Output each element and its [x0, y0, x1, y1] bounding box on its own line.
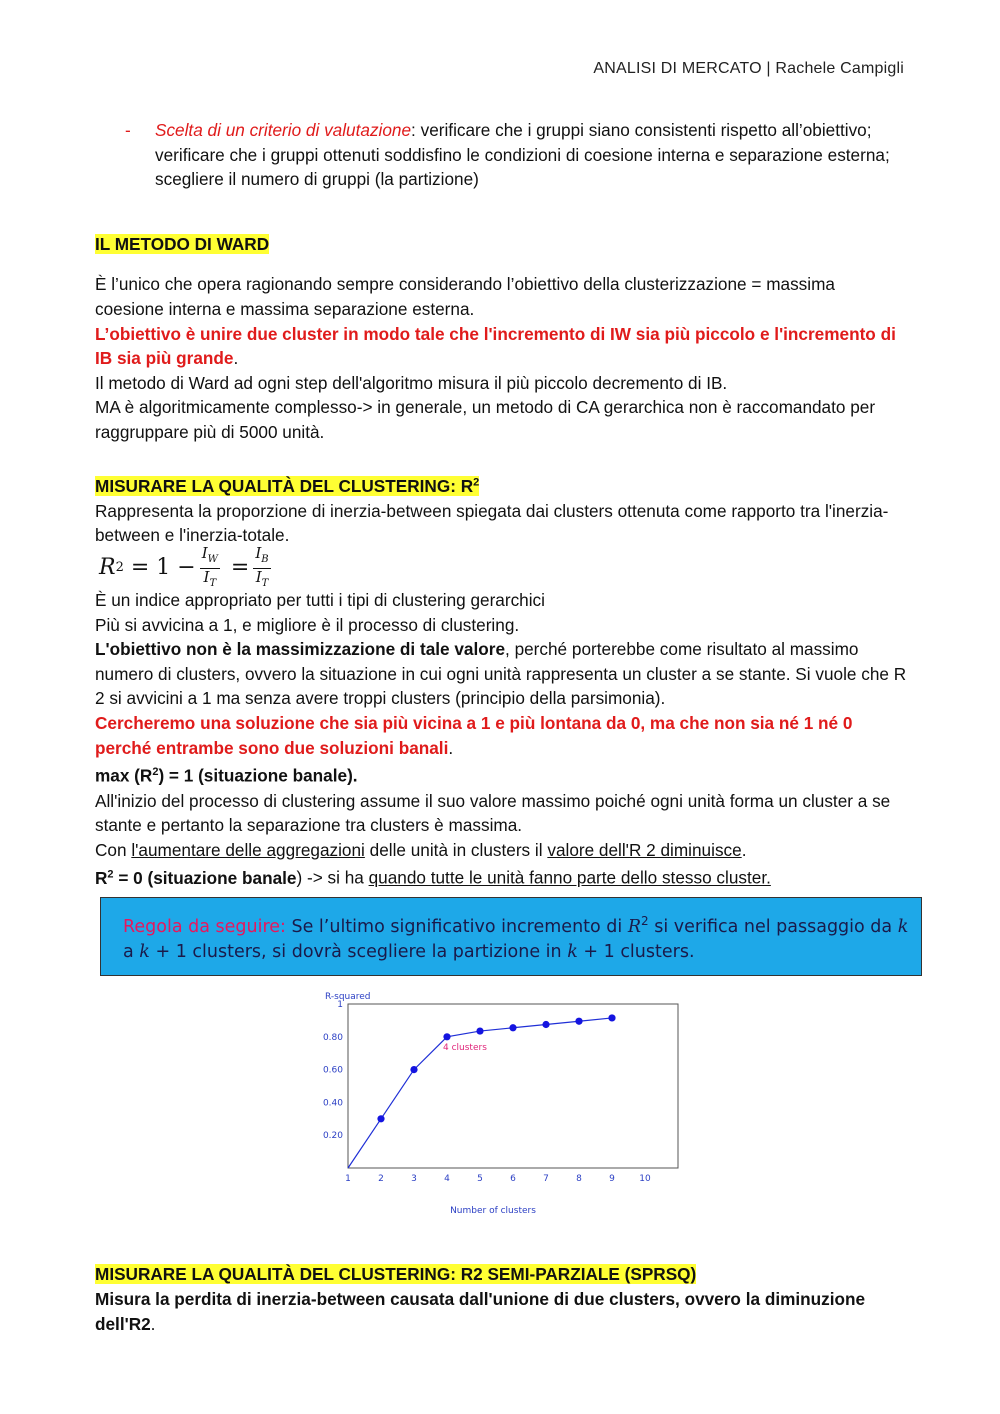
r2-paragraph-2: È un indice appropriato per tutti i tipi di clustering gerarchici	[95, 590, 545, 611]
rule-box: Regola da seguire: Se l’ultimo significativo incremento di $R^2$ si verifica nel passaggio da k a k + 1 clusters, si dovrà scegliere la partizione in k + 1 clusters.	[100, 897, 922, 977]
ward-paragraph-1: È l’unico che opera ragionando sempre considerando l’obiettivo della clusterizzazione = massima coesione interna e massima separazione esterna.	[95, 274, 835, 319]
r2-paragraph-7: All'inizio del processo di clustering assume il suo valore massimo poiché ogni unità forma un cluster a se stante e pertanto la separazione tra clusters è massima.	[95, 790, 891, 836]
x-tick-label: 6	[510, 1174, 516, 1185]
y-axis-label: R-squared	[325, 992, 371, 1003]
x-tick-label: 10	[639, 1174, 651, 1185]
x-tick-label: 9	[609, 1174, 615, 1185]
r2-paragraph-6: $\max (R^2) = 1$ (situazione banale).	[95, 765, 358, 786]
r2-section-title: MISURARE LA QUALITÀ DEL CLUSTERING: $R^2$	[95, 476, 480, 497]
ward-paragraph-2: L’obiettivo è unire due cluster in modo tale che l'incremento di IW sia più piccolo e l'incremento di IB sia più grande.	[95, 323, 896, 369]
data-point	[509, 1025, 516, 1032]
ward-section-title: IL METODO DI WARD	[95, 233, 270, 254]
x-tick-label: 1	[345, 1174, 351, 1185]
bullet-label: Scelta di un criterio di valutazione	[155, 120, 412, 140]
r2-chart	[95, 988, 907, 1256]
y-tick-label: 1	[337, 1000, 343, 1011]
sprsq-section-title: MISURARE LA QUALITÀ DEL CLUSTERING: R2 SEMI-PARZIALE (SPRSQ)	[95, 1264, 697, 1285]
rule-label: Regola da seguire:	[123, 916, 286, 937]
r2-paragraph-4: L'obiettivo non è la massimizzazione di tale valore, perché porterebbe come risultato al massimo numero di clusters, ovvero la situazione in cui ogni unità rappresenta un cluster a se stante. Si vuole che R 2 si avvicini a 1 ma senza avere troppi clusters (principio della parsimonia).	[95, 639, 907, 709]
data-point	[476, 1028, 483, 1035]
x-tick-label: 5	[477, 1174, 483, 1185]
data-point	[608, 1015, 615, 1022]
page-header: ANALISI DI MERCATO | Rachele Campigli	[593, 60, 904, 77]
x-tick-label: 7	[543, 1174, 549, 1185]
data-point	[410, 1066, 417, 1073]
chart-annotation: 4 clusters	[443, 1043, 487, 1054]
y-tick-label: 0.80	[322, 1033, 343, 1044]
y-tick-label: 0.60	[322, 1066, 343, 1077]
document-body	[95, 118, 907, 1336]
x-axis-label: Number of clusters	[450, 1206, 536, 1217]
data-point	[575, 1018, 582, 1025]
x-tick-label: 8	[576, 1174, 582, 1185]
bullet-dash: -	[125, 120, 131, 140]
r2-paragraph-5: Cercheremo una soluzione che sia più vicina a 1 e più lontana da 0, ma che non sia né 1 né 0 perché entrambe sono due soluzioni banali.	[95, 713, 853, 758]
y-tick-label: 0.40	[322, 1098, 343, 1109]
sprsq-paragraph: Misura la perdita di inerzia-between causata dall'unione di due clusters, ovvero la diminuzione dell'R2.	[95, 1289, 866, 1334]
r2-paragraph-1: Rappresenta la proporzione di inerzia-between spiegata dai clusters ottenuta come rapporto tra l'inerzia-between e l'inerzia-totale.	[95, 500, 889, 546]
y-tick-label: 0.20	[322, 1131, 343, 1142]
r2-paragraph-3: Più si avvicina a 1, e migliore è il processo di clustering.	[95, 614, 520, 635]
x-tick-label: 3	[411, 1174, 417, 1185]
x-tick-label: 2	[378, 1174, 384, 1185]
r2-paragraph-8: Con l'aumentare delle aggregazioni delle unità in clusters il valore dell'R 2 diminuisce.	[95, 839, 747, 860]
x-tick-label: 4	[444, 1174, 450, 1185]
bullet-item	[95, 118, 907, 192]
data-point	[542, 1021, 549, 1028]
bullet-text: : verificare che i gruppi siano consistenti rispetto all’obiettivo; verificare che i gruppi ottenuti soddisfino le condizioni di coesione interna e separazione esterna; scegliere il numero di gruppi (la partizione)	[155, 120, 890, 190]
data-point	[443, 1034, 450, 1041]
ward-paragraph-4: MA è algoritmicamente complesso-> in generale, un metodo di CA gerarchica non è raccomandato per raggruppare più di 5000 unità.	[95, 397, 876, 442]
r2-formula: R 2 = 1 − $\frac{I_W}{I_T}$ = $\frac{I_B}{I_T}$	[99, 543, 269, 589]
r2-paragraph-9: $R^2 = 0$ (situazione banale) -> si ha quando tutte le unità fanno parte dello stesso cluster.	[95, 868, 771, 889]
r2-chart-svg	[315, 988, 685, 1256]
ward-paragraph-3: Il metodo di Ward ad ogni step dell'algoritmo misura il più piccolo decremento di IB.	[95, 372, 728, 393]
data-point	[377, 1116, 384, 1123]
